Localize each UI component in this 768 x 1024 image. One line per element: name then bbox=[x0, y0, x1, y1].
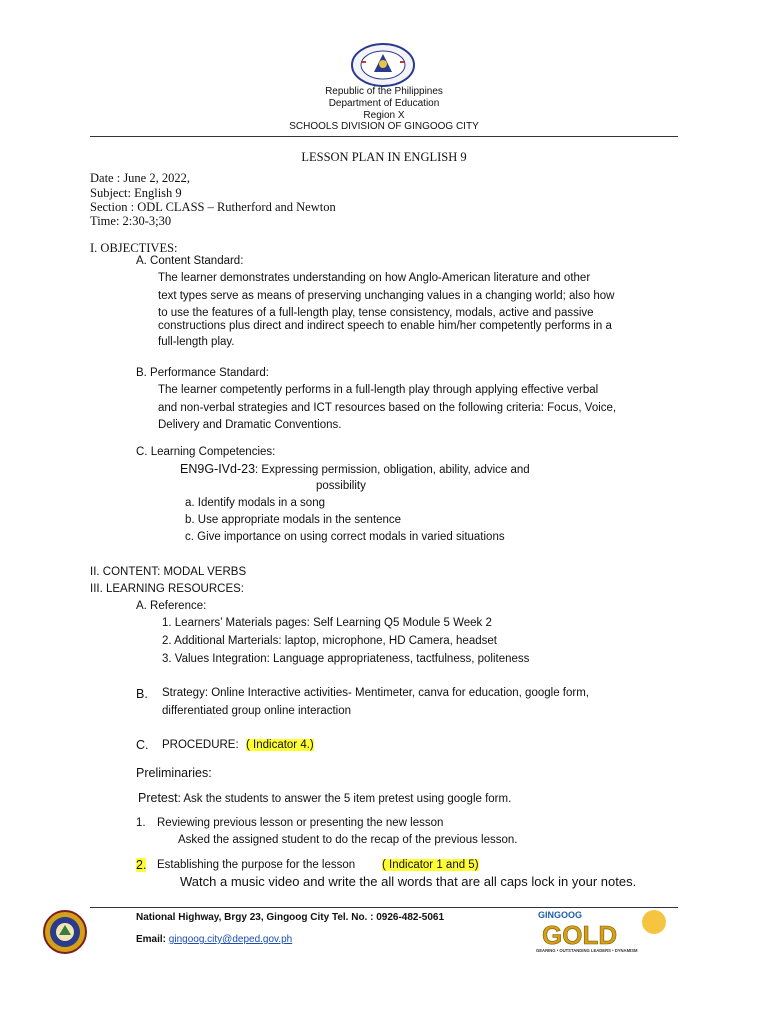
header-department: Department of Education bbox=[328, 98, 440, 109]
competency-item: b. Use appropriate modals in the sentence bbox=[185, 514, 402, 526]
step-1-title: Reviewing previous lesson or presenting the new lesson bbox=[157, 817, 444, 829]
step-2-title: Establishing the purpose for the lesson bbox=[157, 859, 356, 871]
strategy-line: differentiated group online interaction bbox=[162, 705, 352, 717]
gingoog-gold-logo bbox=[530, 906, 676, 954]
meta-date: Date : June 2, 2022, bbox=[90, 171, 190, 185]
content-standard-line: constructions plus direct and indirect speech to enable him/her competently performs in a bbox=[158, 320, 612, 332]
procedure-label: C. bbox=[136, 738, 149, 752]
preliminaries-heading: Preliminaries: bbox=[136, 766, 212, 780]
performance-standard-label: B. Performance Standard: bbox=[136, 367, 269, 379]
step-1-detail: Asked the assigned student to do the recap of the previous lesson. bbox=[178, 834, 518, 846]
footer-email-label: Email: bbox=[136, 934, 167, 945]
performance-standard-line: Delivery and Dramatic Conventions. bbox=[158, 419, 342, 431]
competency-item: a. Identify modals in a song bbox=[185, 497, 325, 509]
performance-standard-line: The learner competently performs in a full-length play through applying effective verbal bbox=[158, 384, 599, 396]
footer-tel: 0926-482-5061 bbox=[373, 912, 445, 923]
reference-label: A. Reference: bbox=[136, 600, 207, 612]
logo-gold-text: GOLD bbox=[542, 920, 618, 950]
competency-code: EN9G-IVd-23 bbox=[180, 462, 256, 476]
meta-time: Time: 2:30-3;30 bbox=[90, 214, 172, 228]
footer-email-link[interactable]: gingoog.city@deped.gov.ph bbox=[168, 934, 293, 945]
procedure-indicator: ( Indicator 4.) bbox=[246, 739, 314, 751]
content-standard-line: The learner demonstrates understanding on how Anglo-American literature and other bbox=[158, 272, 591, 284]
header-republic: Republic of the Philippines bbox=[325, 86, 443, 97]
step-2-indicator: ( Indicator 1 and 5) bbox=[382, 859, 479, 871]
deped-seal-logo bbox=[350, 42, 416, 88]
pretest-line bbox=[138, 791, 511, 805]
procedure-heading: PROCEDURE: bbox=[162, 739, 239, 751]
pretest-label: Pretest bbox=[138, 791, 178, 805]
meta-subject: Subject: English 9 bbox=[90, 186, 182, 200]
division-seal-logo bbox=[42, 909, 88, 955]
competency-item: c. Give importance on using correct modals in varied situations bbox=[185, 531, 505, 543]
footer-tel-label: Tel. No. : bbox=[331, 912, 374, 923]
lesson-plan-title: LESSON PLAN IN ENGLISH 9 bbox=[301, 150, 467, 164]
reference-item: 1. Learners’ Materials pages: Self Learning Q5 Module 5 Week 2 bbox=[162, 617, 492, 629]
competency-line-2: possibility bbox=[316, 480, 366, 492]
logo-tagline: GEARING • OUTSTANDING LEADERS • DYNAMISM bbox=[536, 948, 638, 953]
step-2-detail: Watch a music video and write the all words that are all caps lock in your notes. bbox=[180, 874, 637, 889]
header-divider bbox=[90, 136, 678, 137]
footer-address-line bbox=[136, 912, 444, 923]
competency-line bbox=[180, 462, 530, 476]
step-1-number: 1. bbox=[136, 817, 146, 829]
objectives-heading: I. OBJECTIVES: bbox=[90, 241, 178, 255]
logo-gingoog-text: GINGOOG bbox=[538, 910, 583, 920]
footer-email-line bbox=[136, 934, 292, 945]
content-standard-line: to use the features of a full-length play, tense consistency, modals, active and passive bbox=[158, 307, 594, 319]
pretest-text: : Ask the students to answer the 5 item pretest using google form. bbox=[177, 793, 512, 805]
content-heading: II. CONTENT: MODAL VERBS bbox=[90, 566, 247, 578]
resources-heading: III. LEARNING RESOURCES: bbox=[90, 583, 245, 595]
meta-section: Section : ODL CLASS – Rutherford and Newton bbox=[90, 200, 336, 214]
strategy-label: B. bbox=[136, 687, 148, 701]
competency-text: : Expressing permission, obligation, ability, advice and bbox=[255, 464, 530, 476]
strategy-line: Strategy: Online Interactive activities- Mentimeter, canva for education, google form, bbox=[162, 687, 589, 699]
content-standard-line: text types serve as means of preserving unchanging values in a changing world; also how bbox=[158, 290, 615, 302]
reference-item: 3. Values Integration: Language appropriateness, tactfulness, politeness bbox=[162, 653, 530, 665]
step-2-number: 2. bbox=[136, 858, 147, 872]
content-standard-label: A. Content Standard: bbox=[136, 255, 244, 267]
header-division: SCHOOLS DIVISION OF GINGOOG CITY bbox=[289, 121, 479, 132]
learning-competencies-label: C. Learning Competencies: bbox=[136, 446, 276, 458]
content-standard-line: full-length play. bbox=[158, 336, 235, 348]
footer-address: National Highway, Brgy 23, Gingoog City bbox=[136, 912, 330, 923]
reference-item: 2. Additional Marterials: laptop, microphone, HD Camera, headset bbox=[162, 635, 497, 647]
header-region: Region X bbox=[363, 110, 405, 121]
performance-standard-line: and non-verbal strategies and ICT resources based on the following criteria: Focus, Voice, bbox=[158, 402, 617, 414]
